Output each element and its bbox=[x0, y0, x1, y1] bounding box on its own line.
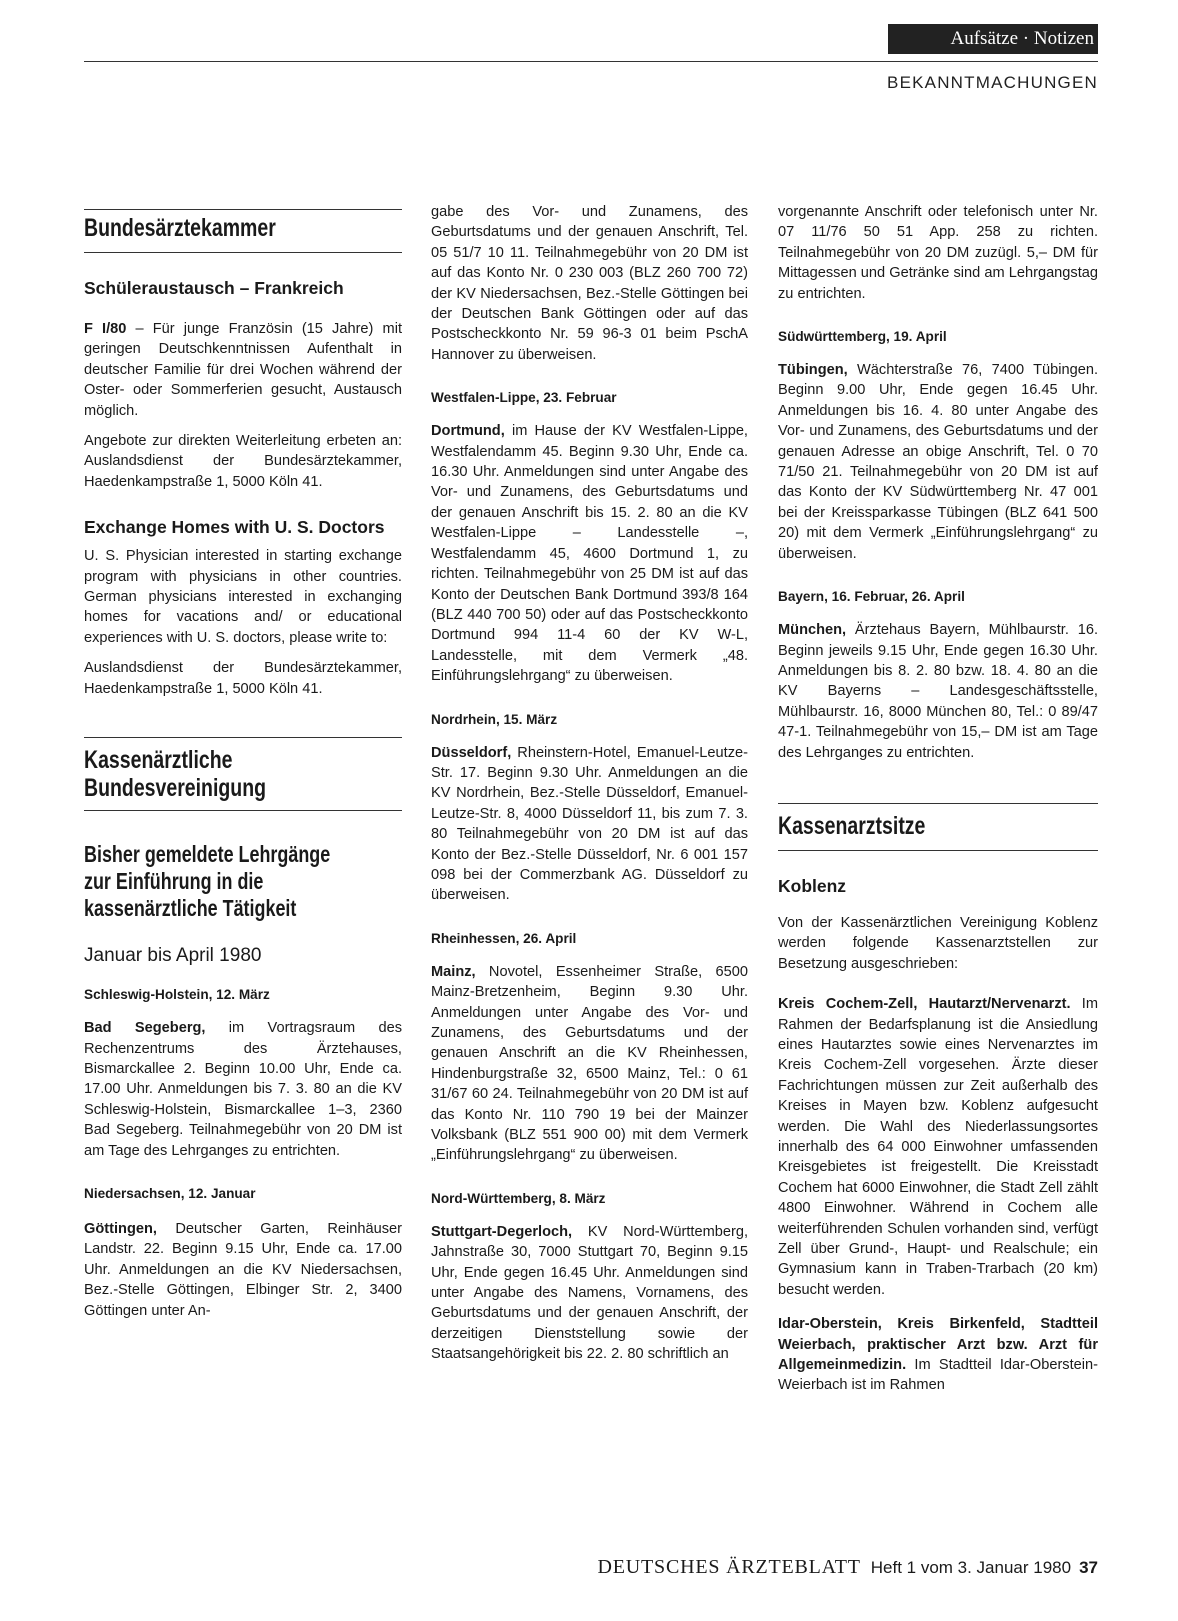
paragraph bbox=[84, 1018, 402, 1161]
paragraph bbox=[431, 421, 748, 686]
date-range: Januar bis April 1980 bbox=[84, 945, 262, 967]
paragraph-text: Ärztehaus Bayern, Mühlbaurstr. 16. Beginn jeweils 9.15 Uhr, Ende gegen 16.30 Uhr. Anmeldungen bis 8. 2. 80 bzw. 18. 4. 80 an die KV Bayerns – Landesgeschäftsstelle, Mühlbaurstr. 16, 8000 München 80, Tel.: 0 89/47 47-1. Teilnahmegebühr von 15,– DM ist am Tage des Lehrganges zu entrichten. bbox=[778, 622, 1098, 761]
issue-info: Heft 1 vom 3. Januar 1980 bbox=[870, 1558, 1072, 1577]
section-subtitle: BEKANNTMACHUNGEN bbox=[887, 73, 1098, 92]
paragraph bbox=[84, 1219, 402, 1321]
paragraph bbox=[431, 1222, 748, 1365]
page-footer bbox=[598, 1554, 1098, 1582]
paragraph bbox=[778, 360, 1098, 564]
page-number: 37 bbox=[1079, 1558, 1098, 1577]
paragraph-text: Deutscher Garten, Reinhäuser Landstr. 22. Beginn 9.15 Uhr, Ende ca. 17.00 Uhr. Anmeldungen an die KV Niedersachsen, Bez.-Stelle Göttingen, Elbinger Str. 2, 3400 Göttingen unter An- bbox=[84, 1220, 402, 1319]
header-rule bbox=[84, 61, 1098, 62]
divider bbox=[778, 803, 1098, 804]
paragraph: Von der Kassenärztlichen Vereinigung Koblenz werden folgende Kassenarztstellen zur Besetzung ausgeschrieben: bbox=[778, 914, 1098, 972]
paragraph-text: Im Rahmen der Bedarfsplanung ist die Ansiedlung eines Hautarztes sowie eines Nervenarztes im Kreis Cochem-Zell vorgesehen. Ärzte dieser Fachrichtungen müssen zur Zeit außerhalb des Kreises in Mayen bzw. Koblenz aufgesucht werden. Die Wahl des Niederlassungsortes innerhalb des 64 000 Einwohner umfassenden Kreisgebietes ist freigestellt. Die Kreisstadt Cochem hat 6000 Einwohner, die Stadt Zell zählt 4800 Einwohner. Während in Cochem alle weiterführenden Schulen vorhanden sind, verfügt Zell über Grund-, Haupt- und Realschule; ein Gymnasium kann in Traben-Trarbach (20 km) besucht werden. bbox=[778, 996, 1098, 1298]
subsection-title-line: zur Einführung in die bbox=[84, 868, 264, 895]
divider bbox=[84, 737, 402, 738]
journal-name: DEUTSCHES ÄRZTEBLATT bbox=[597, 1556, 861, 1578]
location-name: Mainz, bbox=[431, 963, 476, 980]
region-heading: Westfalen-Lippe, 23. Februar bbox=[431, 390, 617, 406]
region-heading: Niedersachsen, 12. Januar bbox=[84, 1185, 256, 1201]
divider bbox=[84, 252, 402, 253]
listing-title: Idar-Oberstein, Kreis Birkenfeld, Stadtteil Weierbach, praktischer Arzt bzw. Arzt für Allgemeinmedizin. bbox=[778, 1316, 1098, 1374]
paragraph-text: Wächterstraße 76, 7400 Tübingen. Beginn 9.00 Uhr, Ende gegen 16.45 Uhr. Anmeldungen bis 16. 4. 80 unter Angabe des Vor- und Zunamens, des Geburtsdatums und der genauen Adresse an obige Anschrift, Tel. 0 70 71/50 21. Teilnahmegebühr von 20 DM ist auf das Konto der KV Südwürttemberg Nr. 47 001 bei der Kreissparkasse Tübingen (BLZ 641 500 20) mit dem Vermerk „Einführungslehrgang“ zu überweisen. bbox=[778, 362, 1098, 562]
paragraph-text: Novotel, Essenheimer Straße, 6500 Mainz-Bretzenheim, Beginn 9.30 Uhr. Anmeldungen unter Angabe des Vor- und Zunamens, des Geburtsdatums und der genauen Anschrift an die KV Rheinhessen, Hindenburgstraße 32, 6500 Mainz, Tel.: 0 61 31/67 60 24. Teilnahmegebühr von 20 DM ist auf das Konto Nr. 110 790 19 bei der Mainzer Volksbank (BLZ 551 900 00) mit dem Vermerk „Einführungslehrgang“ zu überweisen. bbox=[431, 963, 748, 1164]
paragraph bbox=[84, 319, 402, 421]
section-title: Bundesärztekammer bbox=[84, 214, 276, 242]
paragraph-text: Im Stadtteil Idar-Oberstein-Weierbach ist im Rahmen bbox=[778, 1357, 1098, 1394]
location-name: Bad Segeberg, bbox=[84, 1020, 206, 1037]
location-name: Düsseldorf, bbox=[431, 744, 512, 761]
region-heading: Bayern, 16. Februar, 26. April bbox=[778, 589, 965, 605]
column-2 bbox=[431, 204, 748, 1365]
paragraph: U. S. Physician interested in starting exchange program with physicians in other countries. German physicians interested in exchanging homes for vacations and/ or educational experiences with U. S. doctors, please write to: bbox=[84, 548, 402, 646]
paragraph-text: – Für junge Französin (15 Jahre) mit geringen Deutschkenntnissen Aufenthalt in deutscher Familie für drei Wochen während der Oster- oder Sommerferien gesucht, Austausch möglich. bbox=[84, 321, 402, 419]
subsection-title: Koblenz bbox=[778, 875, 847, 896]
paragraph-text: Rheinstern-Hotel, Emanuel-Leutze-Str. 17. Beginn 9.30 Uhr. Anmeldungen an die KV Nordrhein, Bez.-Stelle Düsseldorf, Emanuel-Leutze-Str. 8, 4000 Düsseldorf 11, bis zum 7. 3. 80 Teilnahmegebühr von 20 DM ist auf das Konto der Bez.-Stelle Düsseldorf, Nr. 6 001 157 098 bei der Commerzbank AG. Düsseldorf zu überweisen. bbox=[431, 744, 748, 904]
paragraph bbox=[431, 962, 748, 1166]
subsection-title-line: Bisher gemeldete Lehrgänge bbox=[84, 841, 331, 868]
location-name: München, bbox=[778, 622, 847, 639]
location-name: Tübingen, bbox=[778, 362, 848, 379]
paragraph bbox=[778, 620, 1098, 763]
paragraph-text: im Hause der KV Westfalen-Lippe, Westfalendamm 45. Beginn 9.30 Uhr, Ende ca. 16.30 Uhr. Anmeldungen sind unter Angabe des Vor- und Zunamens, des Geburtsdatums und der genauen Anschrift bis 15. 2. 80 an die KV Westfalen-Lippe – Landesstelle –, Westfalendamm 45, 4600 Dortmund 1, zu richten. Teilnahmegebühr von 25 DM ist auf das Konto der Deutschen Bank Dortmund 393/8 164 (BLZ 440 700 50) oder auf das Postscheckkonto Dortmund 994 11-4 60 der KV W-L, Landesstelle, mit dem Vermerk „48. Einführungslehrgang“ zu überweisen. bbox=[431, 423, 748, 685]
paragraph bbox=[431, 743, 748, 906]
region-heading: Rheinhessen, 26. April bbox=[431, 930, 577, 946]
column-1 bbox=[84, 215, 402, 1321]
subsection-title bbox=[84, 841, 332, 922]
divider bbox=[84, 810, 402, 811]
section-title-line: Kassenärztliche bbox=[84, 746, 233, 775]
location-name: Göttingen, bbox=[84, 1220, 157, 1237]
paragraph: Angebote zur direkten Weiterleitung erbeten an: Auslandsdienst der Bundesärztekammer, Haedenkampstraße 1, 5000 Köln 41. bbox=[84, 433, 402, 490]
paragraph-text: KV Nord-Württemberg, Jahnstraße 30, 7000 Stuttgart 70, Beginn 9.15 Uhr, Ende gegen 16.45 Uhr. Anmeldungen sind unter Angabe des Namens, Vornamens, des Geburtsdatums und der genauen Anschrift, der derzeitigen Dienststellung sowie der Staatsangehörigkeit bis 22. 2. 80 schriftlich an bbox=[431, 1223, 748, 1363]
subsection-title: Schüleraustausch – Frankreich bbox=[84, 278, 344, 298]
paragraph: vorgenannte Anschrift oder telefonisch unter Nr. 07 11/76 50 51 App. 258 zu richten. Teilnahmegebühr von 20 DM zuzügl. 5,– DM für Mittagessen und Getränke sind am Lehrgangstag zu entrichten. bbox=[778, 204, 1098, 302]
subsection-title: Exchange Homes with U. S. Doctors bbox=[84, 517, 385, 538]
region-heading: Nordrhein, 15. März bbox=[431, 711, 558, 727]
column-3 bbox=[778, 204, 1098, 1396]
listing-title: Kreis Cochem-Zell, Hautarzt/Nervenarzt. bbox=[778, 996, 1071, 1013]
location-name: Dortmund, bbox=[431, 423, 505, 440]
ref-code: F I/80 bbox=[84, 321, 127, 337]
section-tag: Aufsätze · Notizen bbox=[888, 24, 1098, 54]
region-heading: Nord-Württemberg, 8. März bbox=[431, 1190, 606, 1206]
divider bbox=[778, 850, 1098, 851]
paragraph bbox=[778, 1314, 1098, 1396]
paragraph-text: im Vortragsraum des Rechenzentrums des Ärztehauses, Bismarckallee 2. Beginn 10.00 Uhr, Ende ca. 17.00 Uhr. Anmeldungen bis 7. 3. 80 an die KV Schleswig-Holstein, Bismarckallee 1–3, 2360 Bad Segeberg. Teilnahmegebühr von 20 DM ist am Tage des Lehrganges zu entrichten. bbox=[84, 1020, 402, 1159]
location-name: Stuttgart-Degerloch, bbox=[431, 1223, 573, 1240]
region-heading: Südwürttemberg, 19. April bbox=[778, 329, 947, 345]
divider bbox=[84, 209, 402, 210]
paragraph: gabe des Vor- und Zunamens, des Geburtsdatums und der genauen Anschrift, Tel. 05 51/7 10 11. Teilnahmegebühr von 20 DM ist auf das Konto Nr. 0 230 003 (BLZ 260 700 72) der KV Niedersachsen, Bez.-Stelle Göttingen bei der Deutschen Bank Göttingen oder auf das Postscheckkonto Nr. 59 96-3 01 beim PschA Hannover zu überweisen. bbox=[431, 204, 748, 363]
section-title-line: Bundesvereinigung bbox=[84, 774, 267, 803]
paragraph bbox=[778, 994, 1098, 1300]
region-heading: Schleswig-Holstein, 12. März bbox=[84, 987, 270, 1003]
section-title bbox=[84, 746, 332, 802]
section-title: Kassenarztsitze bbox=[778, 811, 926, 840]
paragraph: Auslandsdienst der Bundesärztekammer, Haedenkampstraße 1, 5000 Köln 41. bbox=[84, 660, 402, 697]
subsection-title-line: kassenärztliche Tätigkeit bbox=[84, 895, 297, 922]
